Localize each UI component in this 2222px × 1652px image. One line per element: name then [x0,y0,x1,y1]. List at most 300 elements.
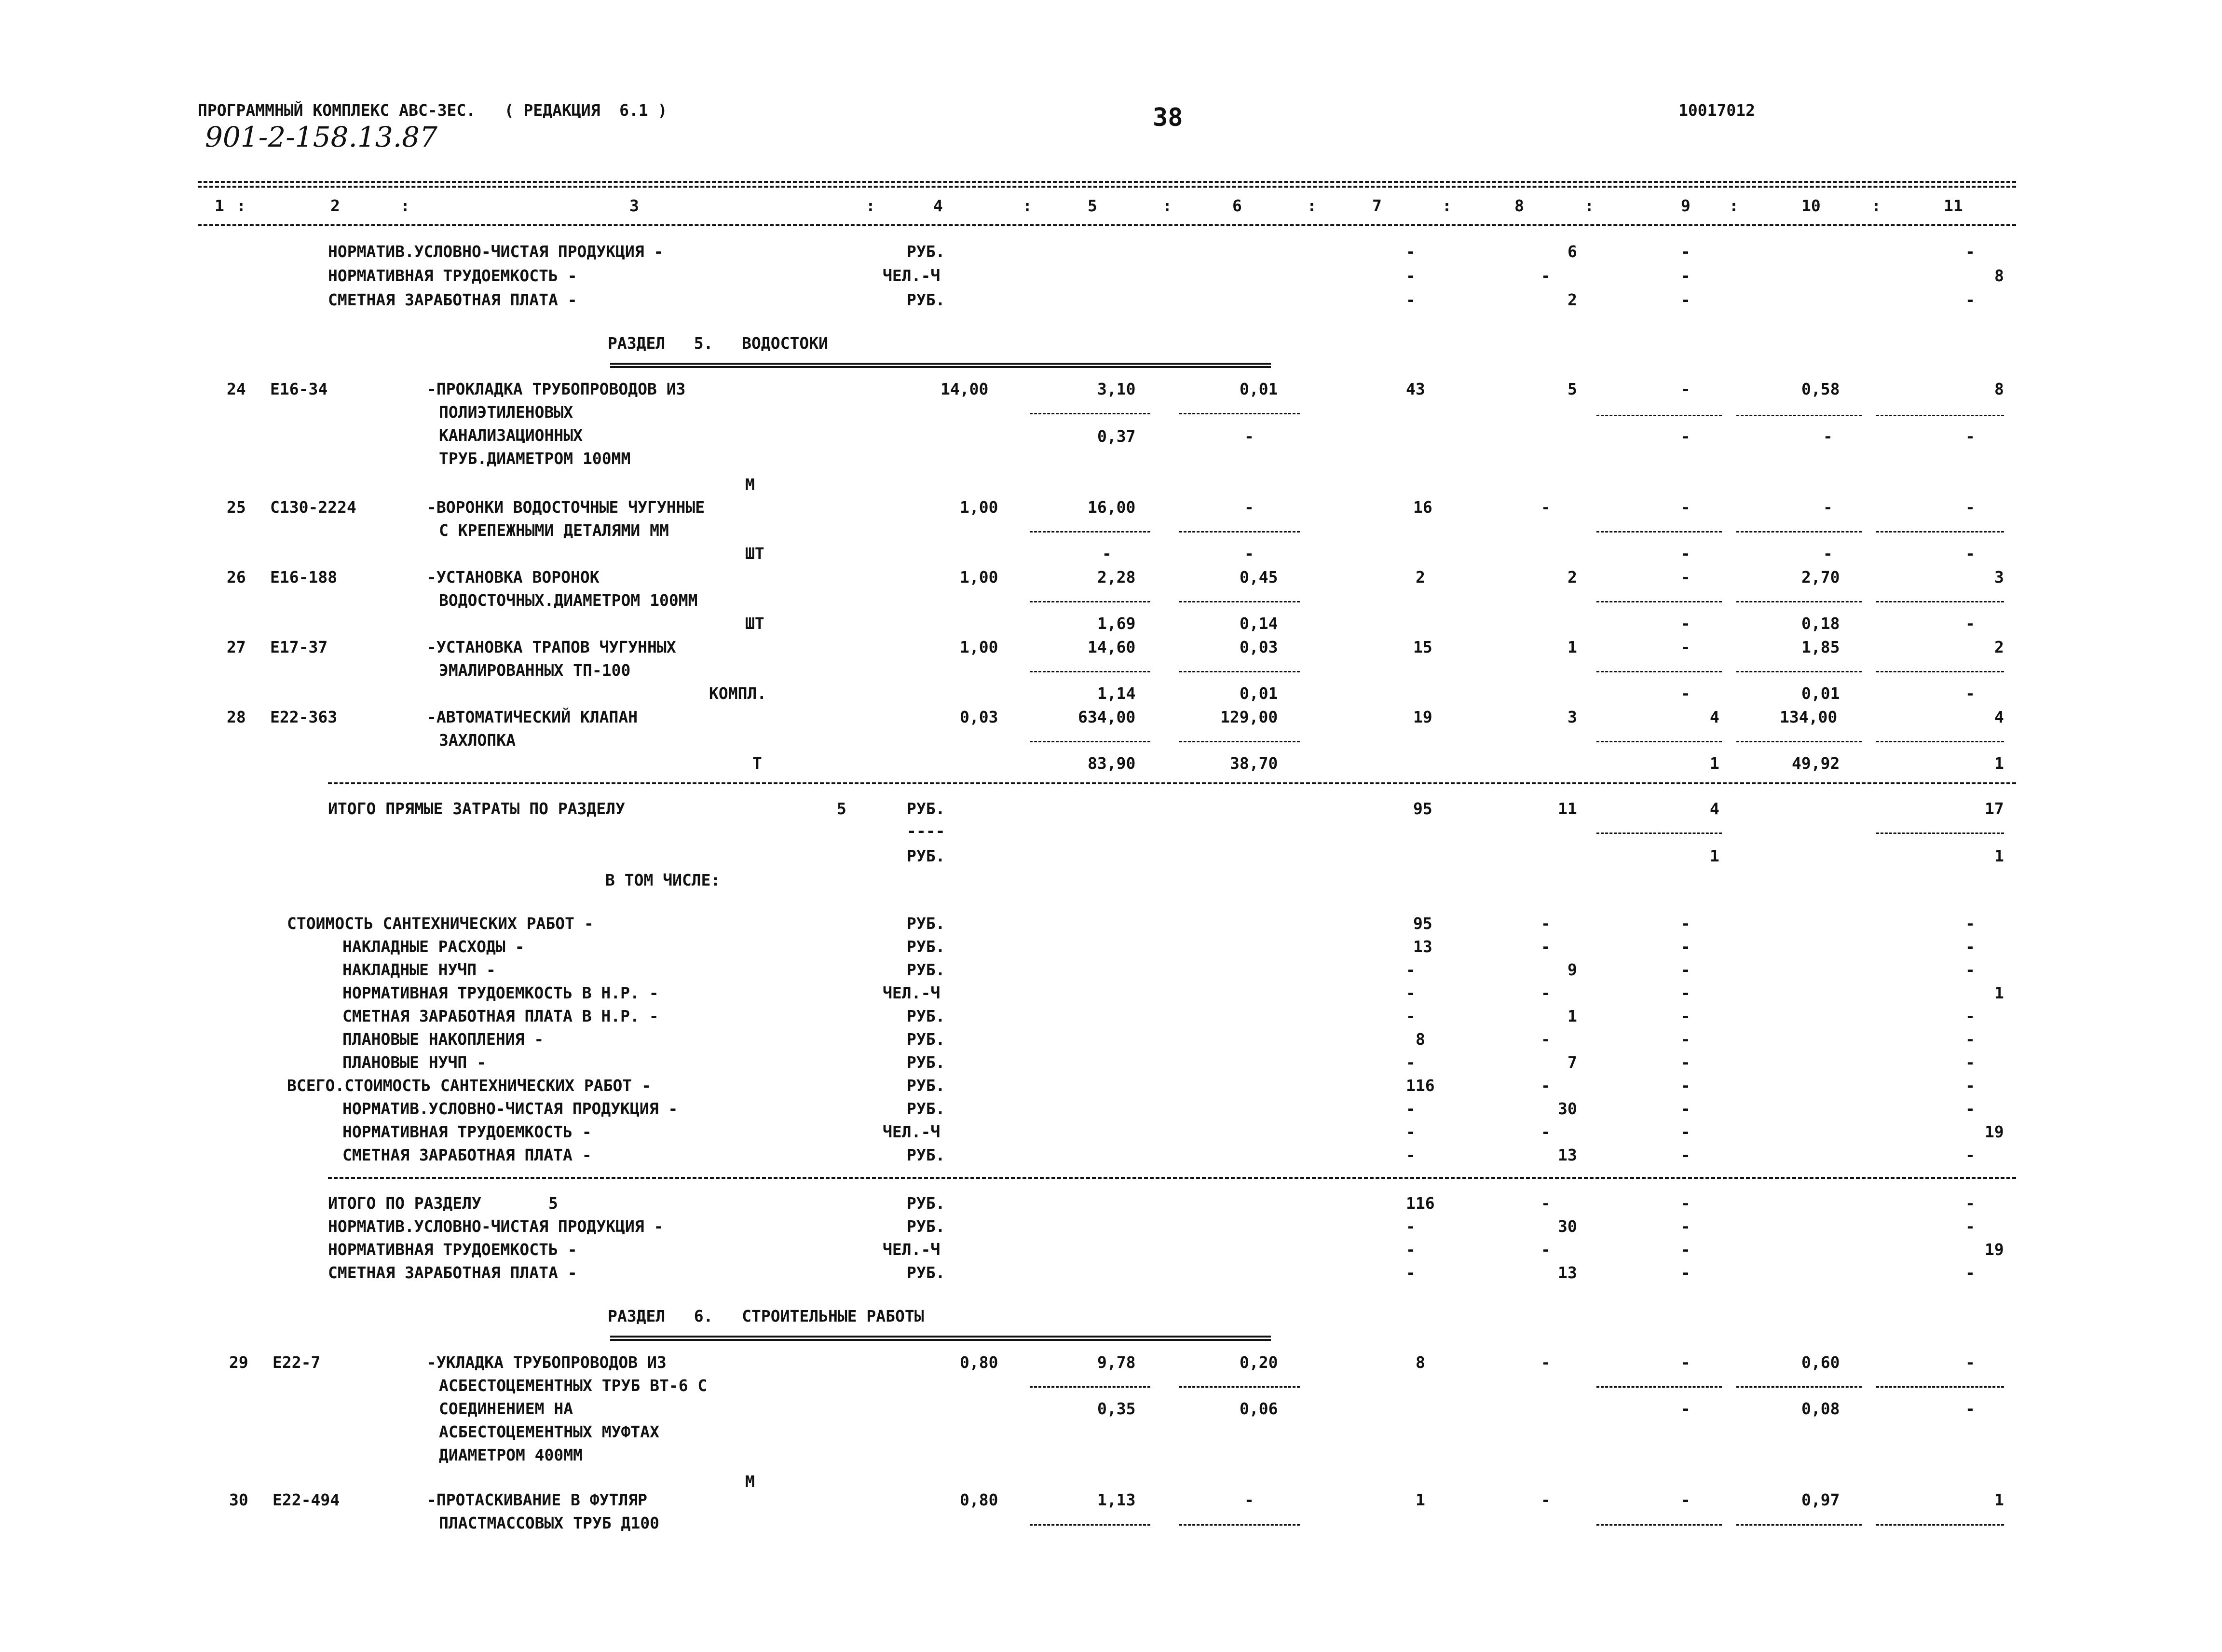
column-header: 5 [1088,196,1097,215]
col6-value: 0,06 [1240,1399,1278,1418]
row-label: ИТОГО ПО РАЗДЕЛУ 5 [328,1194,558,1213]
col9-value: - [1681,290,1690,309]
subtotal-rule [1736,1524,1862,1526]
col11-value: - [1965,1099,1975,1118]
col8-value: 30 [1558,1099,1577,1118]
col6-value: 0,01 [1240,380,1278,398]
col5-value: 9,78 [1097,1353,1136,1372]
col10-value: 0,97 [1801,1490,1840,1509]
col10-value: - [1823,544,1833,563]
section-title-underline [610,363,1271,368]
subtotal-rule [1030,531,1150,532]
col11-value: - [1965,498,1975,517]
section-title: РАЗДЕЛ 6. СТРОИТЕЛЬНЫЕ РАБОТЫ [608,1307,924,1325]
unit: М [745,1472,755,1491]
col9-value: - [1681,242,1690,261]
col8-value: - [1541,1194,1551,1213]
unit: РУБ. [907,1263,945,1282]
unit: ЧЕЛ.-Ч [883,983,941,1002]
unit: КОМПЛ. [709,684,767,703]
unit: РУБ. [907,799,945,818]
col5-value: 1,69 [1097,614,1136,633]
row-label: НОРМАТИВ.УСЛОВНО-ЧИСТАЯ ПРОДУКЦИЯ - [342,1099,678,1118]
col5-value: 16,00 [1088,498,1136,517]
quantity: 1,00 [960,638,998,656]
col11-value: 17 [1985,799,2004,818]
work-description: ПОЛИЭТИЛЕНОВЫХ [439,403,573,422]
unit: ЧЕЛ.-Ч [883,1122,941,1141]
col7-value: - [1406,960,1416,979]
column-separator: : [1162,196,1172,215]
col9-value: - [1681,568,1690,587]
work-description: -УКЛАДКА ТРУБОПРОВОДОВ ИЗ [427,1353,667,1372]
subtotal-rule [1596,671,1722,672]
section-title: РАЗДЕЛ 5. ВОДОСТОКИ [608,334,828,353]
col7-value: - [1406,983,1416,1002]
row-label: НОРМАТИВНАЯ ТРУДОЕМКОСТЬ - [328,266,577,285]
col9-value: - [1681,614,1690,633]
col8-value: 7 [1568,1053,1577,1072]
col8-value: 5 [1568,380,1577,398]
col11-value: - [1965,1353,1975,1372]
work-description: ЭМАЛИРОВАННЫХ ТП-100 [439,661,631,680]
col6-value: 0,03 [1240,638,1278,656]
col9-value: - [1681,498,1690,517]
col8-value: - [1541,1353,1551,1372]
col6-value: 0,01 [1240,684,1278,703]
norm-code: Е16-34 [270,380,328,398]
col9-value: - [1681,1240,1690,1259]
unit: РУБ. [907,1030,945,1049]
col6-value: 0,14 [1240,614,1278,633]
column-separator: : [236,196,246,215]
col6-value: 0,20 [1240,1353,1278,1372]
col5-value: 0,35 [1097,1399,1136,1418]
col9-value: - [1681,983,1690,1002]
col10-value: 0,18 [1801,614,1840,633]
work-description: СОЕДИНЕНИЕМ НА [439,1399,573,1418]
row-label: НОРМАТИВ.УСЛОВНО-ЧИСТАЯ ПРОДУКЦИЯ - [328,242,664,261]
subtotal-rule [1030,1524,1150,1526]
subtotal-rule [1736,741,1862,742]
col11-value: - [1965,242,1975,261]
subtotal-rule [1736,531,1862,532]
col10-value: 134,00 [1780,708,1838,726]
col7-value: 43 [1406,380,1425,398]
col9-value: 4 [1710,708,1719,726]
norm-code: Е17-37 [270,638,328,656]
col7-value: 2 [1416,568,1425,587]
column-header: 7 [1372,196,1382,215]
program-title: ПРОГРАММНЫЙ КОМПЛЕКС АВС-3ЕС. ( РЕДАКЦИЯ 6.1 ) [198,101,668,120]
col10-value: 2,70 [1801,568,1840,587]
col8-value: 6 [1568,242,1577,261]
col7-value: - [1406,1240,1416,1259]
work-description: ВОДОСТОЧНЫХ.ДИАМЕТРОМ 100ММ [439,591,698,610]
unit: РУБ. [907,914,945,933]
unit: РУБ. [907,1099,945,1118]
col8-value: - [1541,1240,1551,1259]
col9-value: - [1681,960,1690,979]
quantity: 0,80 [960,1353,998,1372]
unit: РУБ. [907,846,945,865]
subtotal-rule [1179,671,1300,672]
unit: РУБ. [907,1007,945,1025]
unit-dash: ---- [907,821,945,840]
subtotal-rule [1030,671,1150,672]
column-header: 3 [629,196,639,215]
subtotal-rule [1596,1524,1722,1526]
col6-value: 38,70 [1230,754,1278,773]
col9-value: - [1681,1353,1690,1372]
col11-value: 2 [1994,638,2004,656]
col8-value: 3 [1568,708,1577,726]
col9-value: - [1681,544,1690,563]
row-label: СМЕТНАЯ ЗАРАБОТНАЯ ПЛАТА - [328,290,577,309]
col5-value: 14,60 [1088,638,1136,656]
row-number: 27 [227,638,246,656]
col5-value: 1,13 [1097,1490,1136,1509]
column-header: 9 [1681,196,1690,215]
section-rule [328,1177,2016,1179]
subtotal-rule [1736,415,1862,416]
col7-value: - [1406,1263,1416,1282]
work-description: -ПРОТАСКИВАНИЕ В ФУТЛЯР [427,1490,647,1509]
work-description: ТРУБ.ДИАМЕТРОМ 100ММ [439,449,631,468]
norm-code: Е22-7 [273,1353,321,1372]
unit: Т [752,754,762,773]
col6-value: 129,00 [1220,708,1278,726]
row-label: СТОИМОСТЬ САНТЕХНИЧЕСКИХ РАБОТ - [287,914,594,933]
col8-value: 1 [1568,1007,1577,1025]
subtotal-rule [1876,415,2004,416]
col7-value: - [1406,1007,1416,1025]
col7-value: - [1406,290,1416,309]
row-number: 25 [227,498,246,517]
col10-value: 49,92 [1792,754,1840,773]
row-label: СМЕТНАЯ ЗАРАБОТНАЯ ПЛАТА В Н.Р. - [342,1007,659,1025]
col8-value: 11 [1558,799,1577,818]
col11-value: - [1965,960,1975,979]
column-header: 1 [215,196,224,215]
col9-value: 1 [1710,846,1719,865]
work-description: -АВТОМАТИЧЕСКИЙ КЛАПАН [427,708,638,726]
row-label: ВСЕГО.СТОИМОСТЬ САНТЕХНИЧЕСКИХ РАБОТ - [287,1076,651,1095]
col11-value: - [1965,1263,1975,1282]
unit: РУБ. [907,960,945,979]
col9-value: - [1681,1217,1690,1236]
col11-value: - [1965,1217,1975,1236]
col6-value: 0,45 [1240,568,1278,587]
col7-value: - [1406,1217,1416,1236]
col10-value: 0,08 [1801,1399,1840,1418]
subtotal-rule [1596,833,1722,834]
col9-value: - [1681,937,1690,956]
col11-value: 1 [1994,1490,2004,1509]
col9-value: - [1681,1263,1690,1282]
row-label: ПЛАНОВЫЕ НАКОПЛЕНИЯ - [342,1030,544,1049]
quantity: 0,03 [960,708,998,726]
subtotal-rule [1030,413,1150,414]
col8-value: 13 [1558,1146,1577,1164]
col9-value: - [1681,1490,1690,1509]
col9-value: - [1681,1146,1690,1164]
col8-value: - [1541,498,1551,517]
col11-value: - [1965,1053,1975,1072]
col9-value: 1 [1710,754,1719,773]
subtotal-rule [1030,741,1150,742]
quantity: 14,00 [941,380,989,398]
col9-value: - [1681,1194,1690,1213]
col8-value: - [1541,937,1551,956]
row-label: НОРМАТИВНАЯ ТРУДОЕМКОСТЬ В Н.Р. - [342,983,659,1002]
work-description: -УСТАНОВКА ТРАПОВ ЧУГУННЫХ [427,638,676,656]
unit: ЧЕЛ.-Ч [883,1240,941,1259]
col9-value: - [1681,1399,1690,1418]
column-separator: : [1022,196,1032,215]
col10-value: 0,58 [1801,380,1840,398]
row-label: ИТОГО ПРЯМЫЕ ЗАТРАТЫ ПО РАЗДЕЛУ [328,799,625,818]
col11-value: 19 [1985,1122,2004,1141]
work-description: -УСТАНОВКА ВОРОНОК [427,568,600,587]
norm-code: С130-2224 [270,498,356,517]
subtotal-rule [1179,741,1300,742]
row-number: 29 [229,1353,248,1372]
including-heading: В ТОМ ЧИСЛЕ: [605,871,721,889]
norm-code: Е22-494 [273,1490,340,1509]
row-label: НАКЛАДНЫЕ РАСХОДЫ - [342,937,525,956]
subtotal-rule [1179,413,1300,414]
row-label: НОРМАТИВНАЯ ТРУДОЕМКОСТЬ - [328,1240,577,1259]
col8-value: 2 [1568,568,1577,587]
handwritten-project-code: 901-2-158.13.87 [205,121,437,153]
col7-value: 8 [1416,1353,1425,1372]
header-rule-top [198,181,2016,183]
work-description: -ВОРОНКИ ВОДОСТОЧНЫЕ ЧУГУННЫЕ [427,498,705,517]
row-label: СМЕТНАЯ ЗАРАБОТНАЯ ПЛАТА - [342,1146,592,1164]
col6-value: - [1244,498,1254,517]
column-header: 2 [330,196,340,215]
col5-value: 3,10 [1097,380,1136,398]
col11-value: - [1965,937,1975,956]
col11-value: - [1965,1007,1975,1025]
column-separator: : [1442,196,1452,215]
col11-value: - [1965,1399,1975,1418]
col11-value: - [1965,1194,1975,1213]
col10-value: 0,01 [1801,684,1840,703]
subtotal-rule [1876,1386,2004,1388]
column-header: 6 [1232,196,1242,215]
col7-value: 116 [1406,1194,1435,1213]
subtotal-rule [1030,1386,1150,1388]
subtotal-rule [1876,741,2004,742]
col8-value: 13 [1558,1263,1577,1282]
col8-value: 9 [1568,960,1577,979]
col7-value: - [1406,242,1416,261]
col9-value: 4 [1710,799,1719,818]
section-rule [328,782,2016,784]
subtotal-rule [1596,415,1722,416]
unit: РУБ. [907,1194,945,1213]
col11-value: - [1965,684,1975,703]
work-description: -ПРОКЛАДКА ТРУБОПРОВОДОВ ИЗ [427,380,686,398]
col7-value: 95 [1413,799,1432,818]
unit: РУБ. [907,937,945,956]
row-label: СМЕТНАЯ ЗАРАБОТНАЯ ПЛАТА - [328,1263,577,1282]
column-header: 8 [1514,196,1524,215]
col7-value: - [1406,1053,1416,1072]
col7-value: - [1406,1122,1416,1141]
column-header: 11 [1944,196,1963,215]
column-separator: : [1307,196,1317,215]
col6-value: - [1244,544,1254,563]
row-label: НОРМАТИВНАЯ ТРУДОЕМКОСТЬ - [342,1122,592,1141]
col5-value: 1,14 [1097,684,1136,703]
col11-value: 19 [1985,1240,2004,1259]
subtotal-rule [1876,1524,2004,1526]
column-separator: : [1729,196,1739,215]
col8-value: - [1541,914,1551,933]
col7-value: 95 [1413,914,1432,933]
page-number: 38 [1153,103,1183,132]
work-description: ЗАХЛОПКА [439,731,516,750]
work-description: АСБЕСТОЦЕМЕНТНЫХ ТРУБ ВТ-6 С [439,1376,708,1395]
quantity: 1,00 [960,498,998,517]
col11-value: - [1965,1146,1975,1164]
column-separator: : [1871,196,1881,215]
work-description: АСБЕСТОЦЕМЕНТНЫХ МУФТАХ [439,1422,659,1441]
unit: ШТ [745,614,764,633]
col11-value: 1 [1994,983,2004,1002]
col9-value: - [1681,1099,1690,1118]
col8-value: - [1541,983,1551,1002]
row-number: 26 [227,568,246,587]
row-number: 30 [229,1490,248,1509]
row-label: НОРМАТИВ.УСЛОВНО-ЧИСТАЯ ПРОДУКЦИЯ - [328,1217,664,1236]
col11-value: - [1965,544,1975,563]
section-title-underline [610,1336,1271,1341]
unit: РУБ. [907,290,945,309]
subtotal-rule [1736,1386,1862,1388]
section-number: 5 [837,799,846,818]
work-description: КАНАЛИЗАЦИОННЫХ [439,426,583,445]
col11-value: - [1965,1030,1975,1049]
row-number: 28 [227,708,246,726]
row-label: НАКЛАДНЫЕ НУЧП - [342,960,496,979]
unit: ШТ [745,544,764,563]
work-description: ПЛАСТМАССОВЫХ ТРУБ Д100 [439,1514,659,1532]
subtotal-rule [1179,1386,1300,1388]
col11-value: - [1965,614,1975,633]
norm-code: Е22-363 [270,708,338,726]
col7-value: 8 [1416,1030,1425,1049]
col11-value: - [1965,290,1975,309]
col11-value: 3 [1994,568,2004,587]
col8-value: - [1541,266,1551,285]
col10-value: 0,60 [1801,1353,1840,1372]
subtotal-rule [1596,601,1722,602]
subtotal-rule [1736,601,1862,602]
work-description: С КРЕПЕЖНЫМИ ДЕТАЛЯМИ ММ [439,521,669,540]
unit: ЧЕЛ.-Ч [883,266,941,285]
col10-value: 1,85 [1801,638,1840,656]
col7-value: 13 [1413,937,1432,956]
col7-value: 15 [1413,638,1432,656]
col9-value: - [1681,1007,1690,1025]
col9-value: - [1681,914,1690,933]
quantity: 1,00 [960,568,998,587]
work-description: ДИАМЕТРОМ 400ММ [439,1446,583,1464]
subtotal-rule [1179,531,1300,532]
row-number: 24 [227,380,246,398]
col8-value: - [1541,1122,1551,1141]
col11-value: 8 [1994,380,2004,398]
subtotal-rule [1030,601,1150,602]
subtotal-rule [1736,671,1862,672]
column-header: 4 [933,196,943,215]
col9-value: - [1681,638,1690,656]
subtotal-rule [1876,531,2004,532]
col6-value: - [1244,427,1254,446]
subtotal-rule [1876,671,2004,672]
subtotal-rule [1179,601,1300,602]
subtotal-rule [1596,741,1722,742]
col8-value: - [1541,1076,1551,1095]
subtotal-rule [1596,531,1722,532]
col9-value: - [1681,1030,1690,1049]
col7-value: 1 [1416,1490,1425,1509]
unit: РУБ. [907,1146,945,1164]
column-separator: : [400,196,410,215]
document-code: 10017012 [1678,101,1755,120]
header-rule-bottom [198,224,2016,226]
norm-code: Е16-188 [270,568,338,587]
col11-value: - [1965,914,1975,933]
col8-value: 2 [1568,290,1577,309]
col8-value: 1 [1568,638,1577,656]
unit: РУБ. [907,1076,945,1095]
col8-value: - [1541,1030,1551,1049]
subtotal-rule [1876,833,2004,834]
col11-value: 8 [1994,266,2004,285]
header-rule-top-2 [198,186,2016,188]
column-separator: : [1584,196,1594,215]
column-separator: : [866,196,875,215]
unit: М [745,475,755,494]
subtotal-rule [1179,1524,1300,1526]
col7-value: 116 [1406,1076,1435,1095]
subtotal-rule [1876,601,2004,602]
col5-value: - [1102,544,1112,563]
col7-value: - [1406,266,1416,285]
col10-value: - [1823,498,1833,517]
col8-value: - [1541,1490,1551,1509]
unit: РУБ. [907,1217,945,1236]
col9-value: - [1681,266,1690,285]
col5-value: 634,00 [1078,708,1136,726]
col11-value: - [1965,427,1975,446]
col9-value: - [1681,427,1690,446]
col7-value: 19 [1413,708,1432,726]
col11-value: 4 [1994,708,2004,726]
col7-value: - [1406,1146,1416,1164]
unit: РУБ. [907,1053,945,1072]
subtotal-rule [1596,1386,1722,1388]
row-label: ПЛАНОВЫЕ НУЧП - [342,1053,487,1072]
col9-value: - [1681,1053,1690,1072]
column-header: 10 [1801,196,1821,215]
col11-value: - [1965,1076,1975,1095]
